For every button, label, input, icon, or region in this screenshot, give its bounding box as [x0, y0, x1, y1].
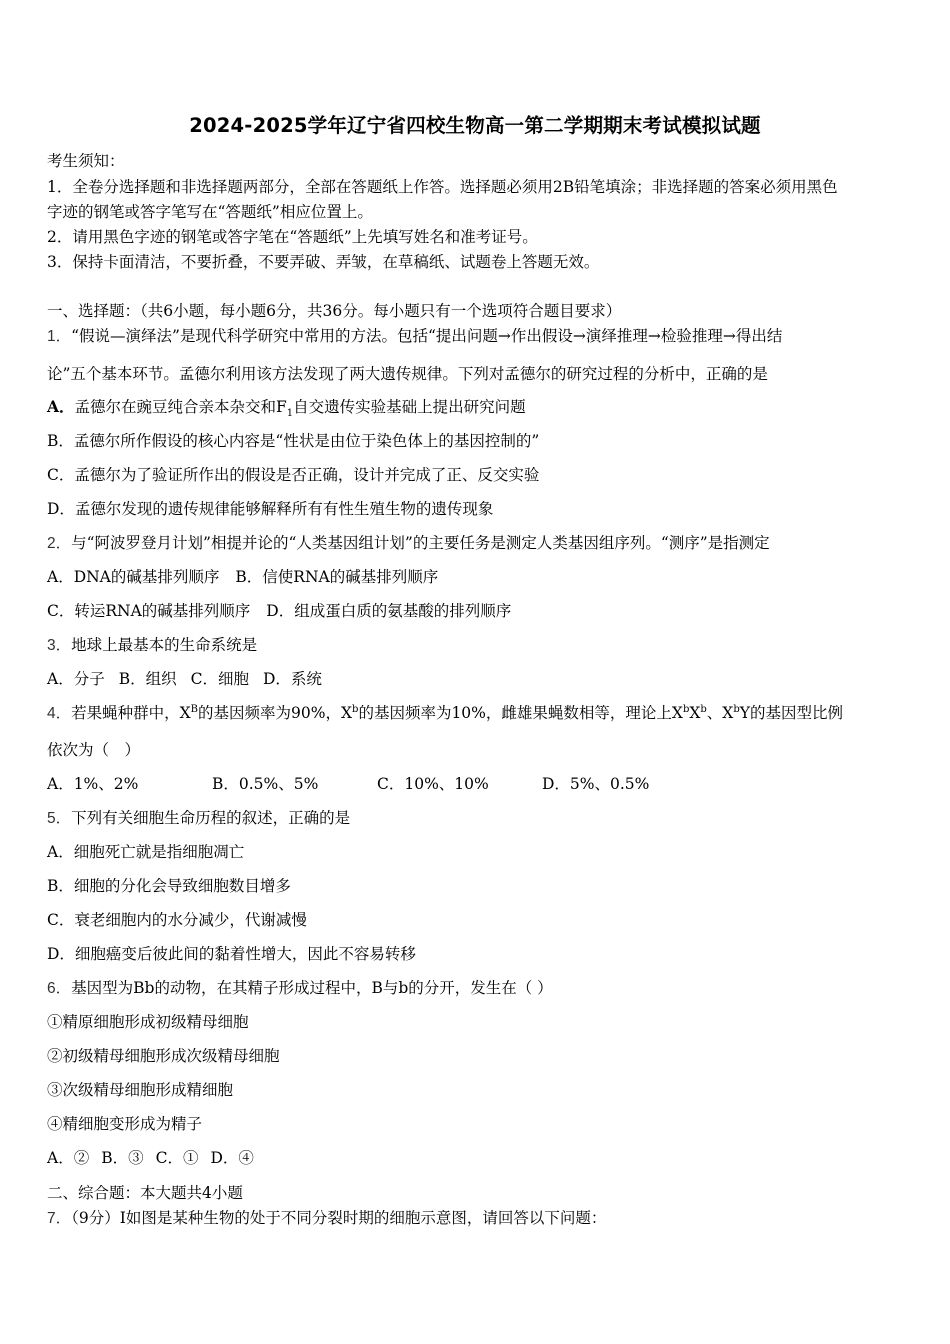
q6-item-3: ③次级精母细胞形成精细胞	[47, 1081, 234, 1099]
q2-option-c: C．转运RNA的碱基排列顺序	[47, 602, 251, 620]
question-number: 1．	[47, 328, 72, 345]
q4-option-a: A．1%、2%	[47, 775, 139, 793]
q2-options-cd	[47, 601, 511, 621]
notice-item-3: 3．保持卡面清洁，不要折叠，不要弄破、弄皱，在草稿纸、试题卷上答题无效。	[47, 253, 600, 271]
q3-option-b: B．组织	[118, 670, 177, 688]
question-number: 3．	[47, 637, 72, 654]
question-number: 7．	[47, 1210, 72, 1227]
q1-option-d: D．孟德尔发现的遗传规律能够解释所有有性生殖生物的遗传现象	[47, 500, 494, 518]
q2-option-b: B．信使RNA的碱基排列顺序	[235, 568, 439, 586]
q3-option-c: C．细胞	[190, 670, 249, 688]
q2-option-d: D．组成蛋白质的氨基酸的排列顺序	[266, 602, 512, 620]
q4-option-b: B．0.5%、5%	[212, 775, 319, 793]
q6-option-c: C．①	[155, 1149, 199, 1167]
question-number: 4．	[47, 705, 72, 722]
notice-item-1b: 字迹的钢笔或答字笔写在“答题纸”相应位置上。	[47, 203, 373, 221]
q5-option-b: B．细胞的分化会导致细胞数目增多	[47, 877, 291, 895]
question-score: （9分）	[71, 1209, 120, 1227]
question-number: 5．	[47, 810, 72, 827]
section-1-heading: 一、选择题：（共6小题，每小题6分，共36分。每小题只有一个选项符合题目要求）	[47, 302, 622, 320]
q6-option-a: A．②	[47, 1149, 90, 1167]
q2-options-ab	[47, 567, 438, 587]
page-title: 2024-2025学年辽宁省四校生物高一第二学期期末考试模拟试题	[189, 114, 761, 137]
q3-option-a: A．分子	[47, 670, 105, 688]
question-2-stem: 2．与“阿波罗登月计划”相提并论的“人类基因组计划”的主要任务是测定人类基因组序列。“测序”是指测定	[47, 534, 770, 552]
question-number: 2．	[47, 535, 72, 552]
q6-options	[47, 1148, 254, 1168]
q4-option-d: D．5%、0.5%	[542, 775, 650, 793]
q5-option-a: A．细胞死亡就是指细胞凋亡	[47, 843, 245, 861]
q3-options	[47, 669, 322, 689]
q1-option-c: C．孟德尔为了验证所作出的假设是否正确，设计并完成了正、反交实验	[47, 466, 540, 484]
q3-option-d: D．系统	[262, 670, 322, 688]
q6-item-4: ④精细胞变形成为精子	[47, 1115, 203, 1133]
question-1-stem-cont: 论”五个基本环节。孟德尔利用该方法发现了两大遗传规律。下列对孟德尔的研究过程的分析中，正确的是	[47, 365, 768, 383]
question-7-stem: 7．（9分）I如图是某种生物的处于不同分裂时期的细胞示意图，请回答以下问题：	[47, 1209, 607, 1227]
q6-item-2: ②初级精母细胞形成次级精母细胞	[47, 1047, 280, 1065]
q6-option-d: D．④	[210, 1149, 254, 1167]
question-4-stem: 4．若果蝇种群中，$X^B$的基因频率为90%，$X^b$的基因频率为10%，雌雄果蝇数相等，理论上$X^bX^b$、$X^bY$的基因型比例	[47, 703, 843, 722]
q4-options	[47, 774, 649, 794]
q1-option-b: B．孟德尔所作假设的核心内容是“性状是由位于染色体上的基因控制的”	[47, 432, 540, 450]
notice-item-1a: 1．全卷分选择题和非选择题两部分，全部在答题纸上作答。选择题必须用2B铅笔填涂；非选择题的答案必须用黑色	[47, 178, 838, 196]
q6-item-1: ①精原细胞形成初级精母细胞	[47, 1013, 249, 1031]
q5-option-c: C．衰老细胞内的水分减少，代谢减慢	[47, 911, 307, 929]
notice-item-2: 2．请用黑色字迹的钢笔或答字笔在“答题纸”上先填写姓名和准考证号。	[47, 228, 538, 246]
question-4-stem-cont: 依次为（ ）	[47, 741, 141, 759]
section-2-heading: 二、综合题：本大题共4小题	[47, 1184, 243, 1202]
q1-option-a: A．孟德尔在豌豆纯合亲本杂交和$F_1$自交遗传实验基础上提出研究问题	[47, 397, 526, 420]
question-number: 6．	[47, 980, 72, 997]
q5-option-d: D．细胞癌变后彼此间的黏着性增大，因此不容易转移	[47, 945, 416, 963]
question-3-stem: 3．地球上最基本的生命系统是	[47, 636, 258, 654]
notice-heading: 考生须知：	[47, 152, 125, 170]
q4-option-c: C．10%、10%	[377, 775, 489, 793]
q2-option-a: A．DNA的碱基排列顺序	[47, 568, 220, 586]
question-6-stem: 6．基因型为Bb的动物，在其精子形成过程中，B与b的分开，发生在（ ）	[47, 979, 553, 997]
question-5-stem: 5．下列有关细胞生命历程的叙述，正确的是	[47, 809, 351, 827]
q6-option-b: B．③	[101, 1149, 144, 1167]
question-1-stem: 1．“假说—演绎法”是现代科学研究中常用的方法。包括“提出问题→作出假设→演绎推理→检验推理→得出结	[47, 327, 783, 345]
